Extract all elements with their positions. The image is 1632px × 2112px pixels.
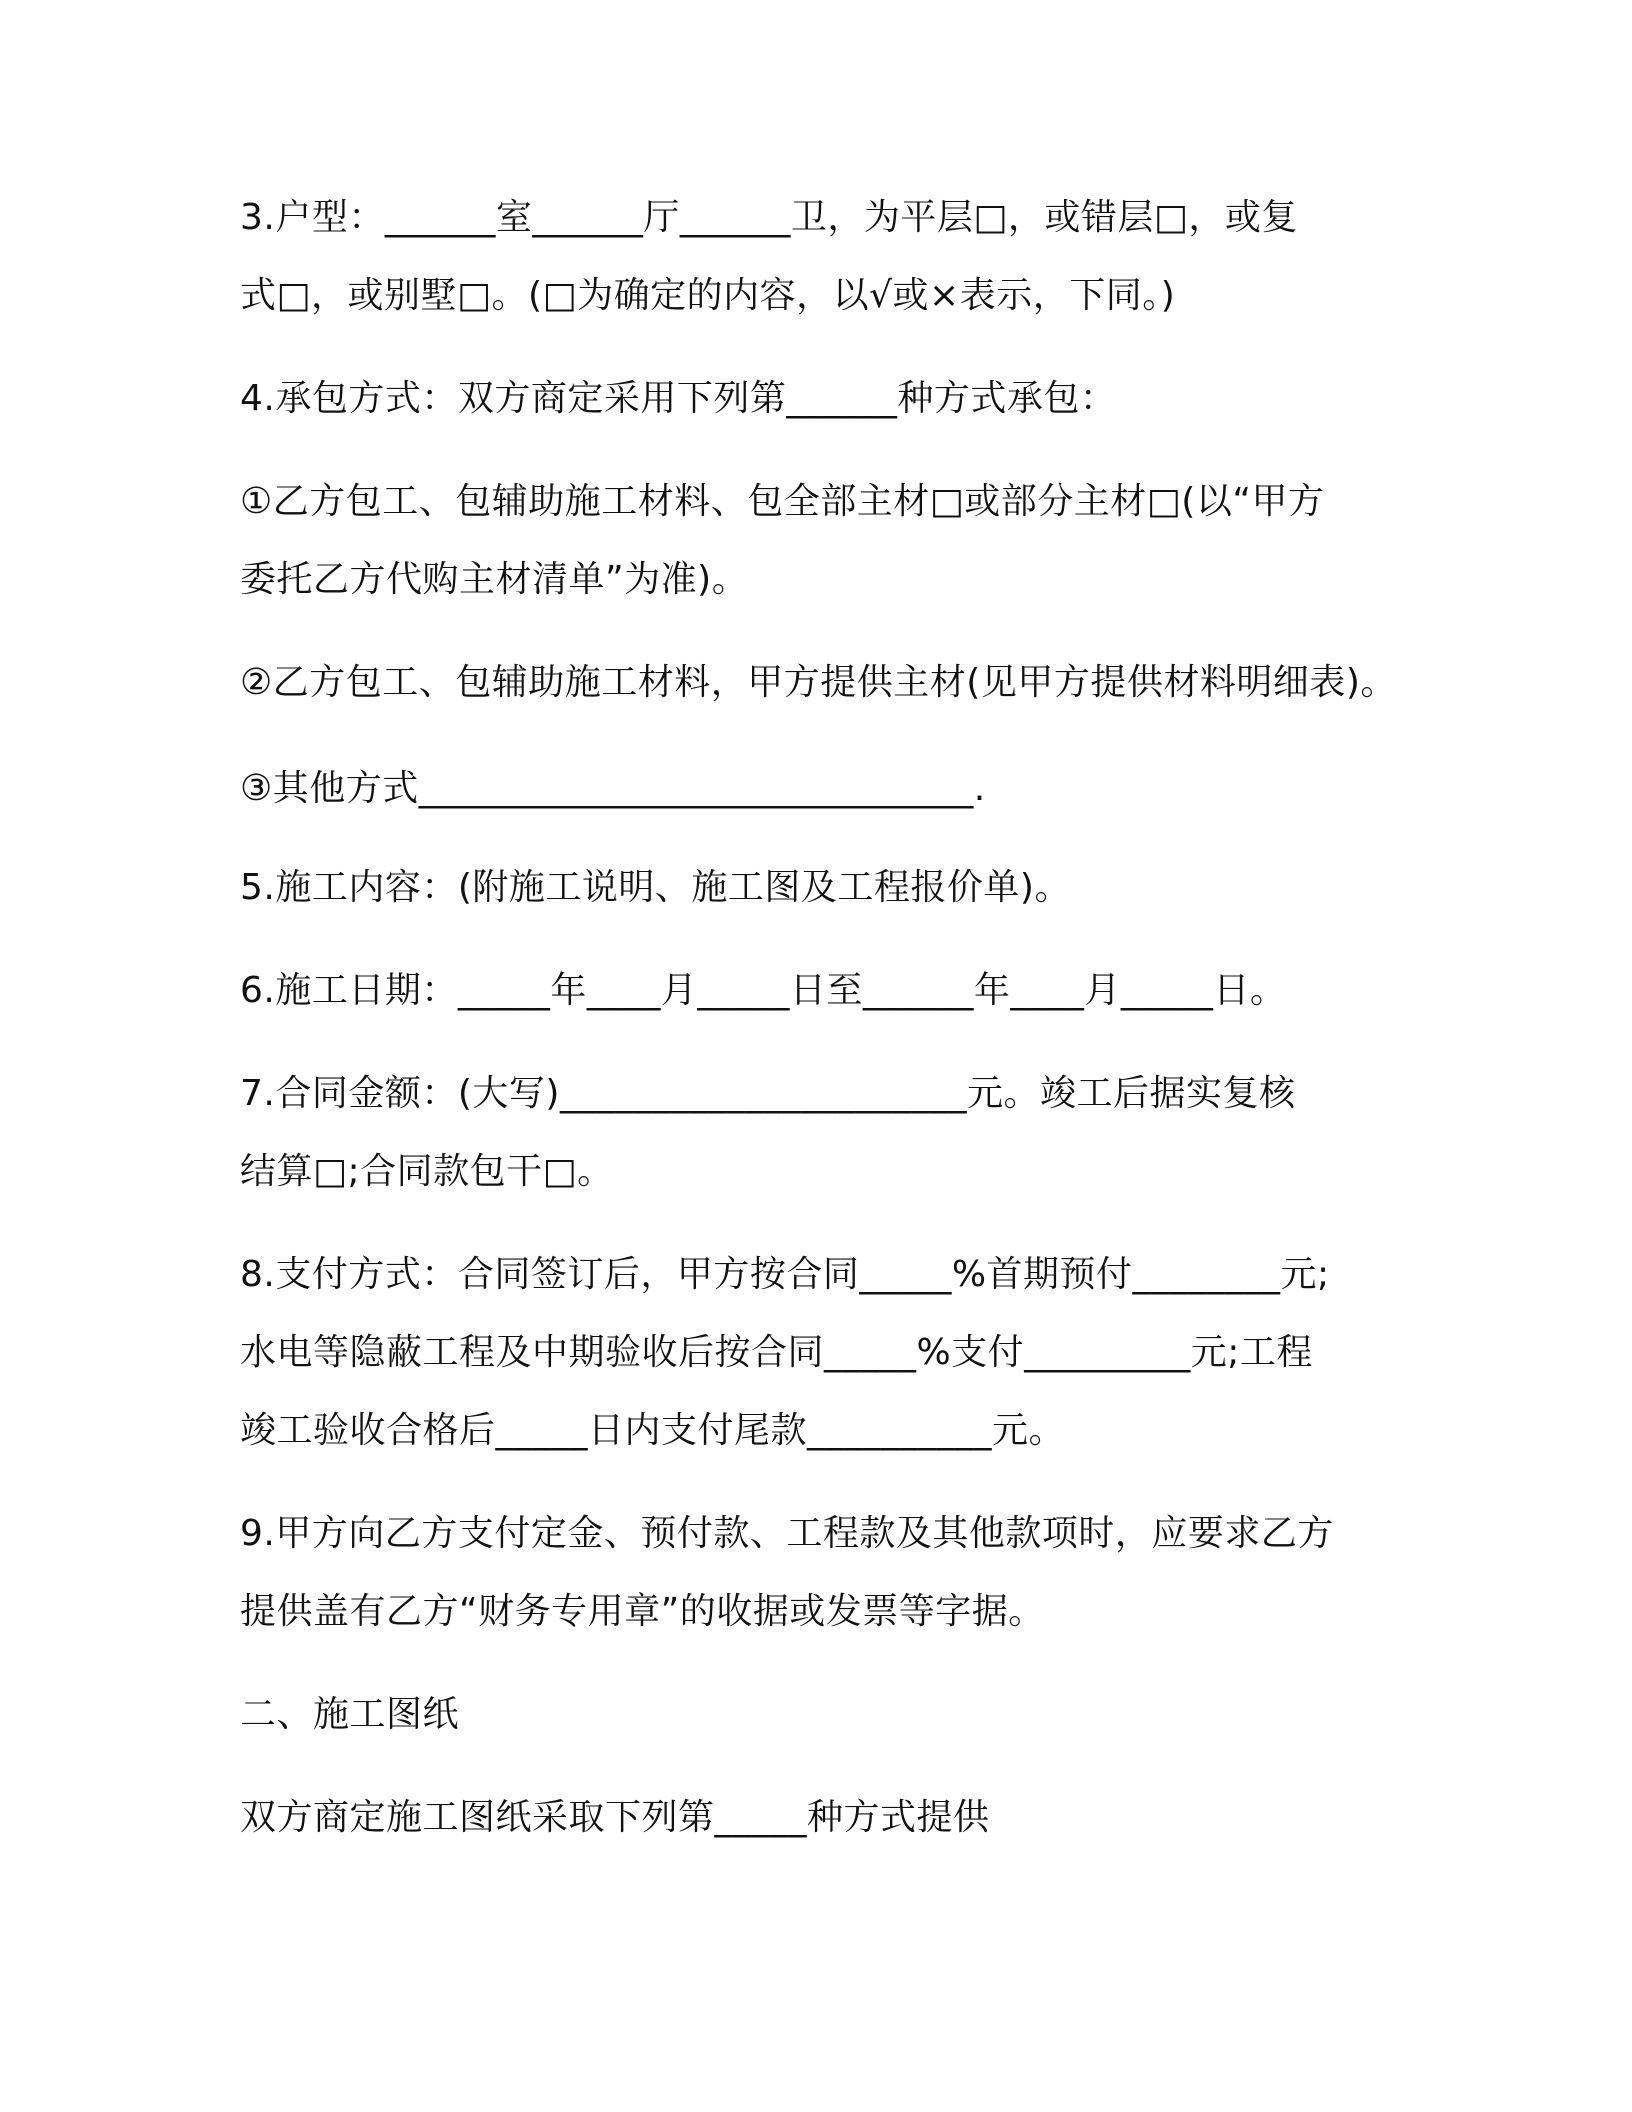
section-2-drawing-method: 双方商定施工图纸采取下列第_____种方式提供 bbox=[240, 1797, 990, 1838]
option-2: ②乙方包工、包辅助施工材料，甲方提供主材(见甲方提供材料明细表)。 bbox=[240, 662, 1397, 703]
clause-9-receipt-line-1: 9.甲方向乙方支付定金、预付款、工程款及其他款项时，应要求乙方 bbox=[240, 1513, 1334, 1554]
option-1-line-1: ①乙方包工、包辅助施工材料、包全部主材□或部分主材□(以“甲方 bbox=[240, 481, 1325, 522]
clause-3-house-type-line-1: 3.户型：______室______厅______卫，为平层□，或错层□，或复 bbox=[240, 197, 1298, 238]
clause-8-payment-line-1: 8.支付方式：合同签订后，甲方按合同_____%首期预付________元; bbox=[240, 1254, 1330, 1295]
clause-7-contract-amount-line-1: 7.合同金额：(大写)______________________元。竣工后据实复核 bbox=[240, 1073, 1296, 1114]
option-1-line-2: 委托乙方代购主材清单”为准)。 bbox=[240, 559, 749, 600]
clause-8-payment-line-3: 竣工验收合格后_____日内支付尾款__________元。 bbox=[240, 1410, 1066, 1451]
clause-5-construction-content: 5.施工内容：(附施工说明、施工图及工程报价单)。 bbox=[240, 867, 1071, 908]
clause-6-construction-dates: 6.施工日期：_____年____月_____日至______年____月_____日。 bbox=[240, 970, 1287, 1011]
clause-9-receipt-line-2: 提供盖有乙方“财务专用章”的收据或发票等字据。 bbox=[240, 1591, 1045, 1632]
option-3: ③其他方式______________________________. bbox=[240, 768, 986, 809]
clause-7-contract-amount-line-2: 结算□;合同款包干□。 bbox=[240, 1151, 614, 1192]
clause-8-payment-line-2: 水电等隐蔽工程及中期验收后按合同_____%支付_________元;工程 bbox=[240, 1332, 1313, 1373]
clause-4-contract-method: 4.承包方式：双方商定采用下列第______种方式承包： bbox=[240, 378, 1117, 419]
section-2-heading: 二、施工图纸 bbox=[240, 1694, 460, 1735]
clause-3-house-type-line-2: 式□，或别墅□。(□为确定的内容，以√或×表示，下同。) bbox=[240, 275, 1176, 316]
